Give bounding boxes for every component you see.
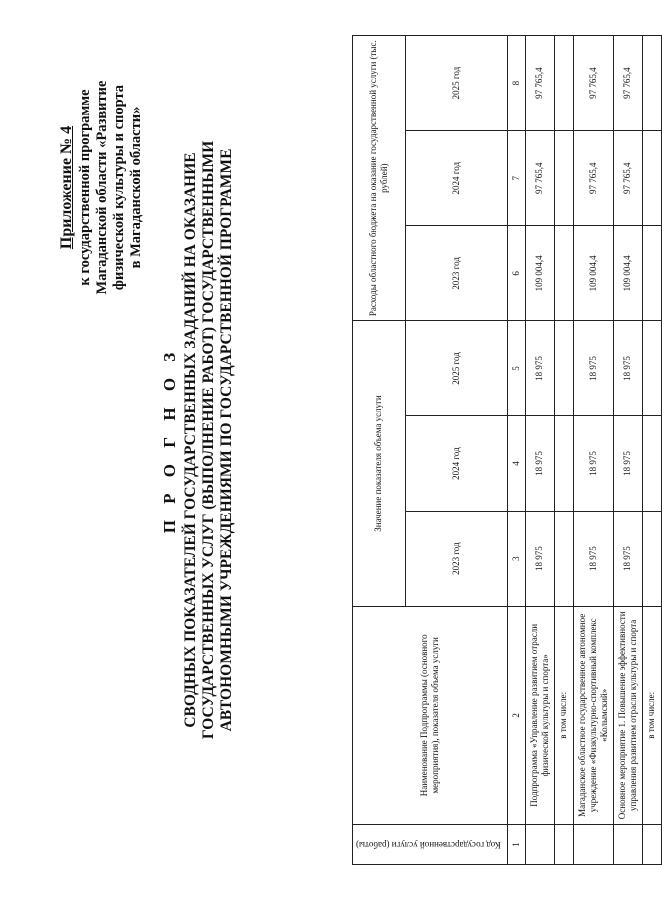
expense-cell: 97 765,4 [525,36,554,131]
code-cell [525,824,554,864]
table-row [525,36,554,865]
expense-cell: 97 765,4 [613,36,642,131]
including-label: в том числе: [554,606,573,824]
header-year: 2025 год [405,321,507,416]
header-expense-group: Расходы областного бюджета на оказание государственной услуги (тыс. рублей) [353,36,406,321]
header-name: Наименование Подпрограммы (основного мероприятия), показателя объема услуги [353,606,508,824]
column-number: 1 [507,824,525,864]
column-number: 6 [507,226,525,321]
including-label: в том числе: [642,606,661,824]
empty-cell [554,511,573,606]
document-title [160,45,236,835]
column-number: 2 [507,606,525,824]
appendix-line: в Магаданской области» [128,106,144,269]
forecast-table [352,35,662,865]
name-cell: Магаданское областное государственное автономное учреждение «Физкультурно-спортивный комплекс «Колымский» [573,606,613,824]
volume-cell: 18 975 [525,511,554,606]
appendix-line: Магаданской области «Развитие [94,80,110,295]
volume-cell: 18 975 [613,511,642,606]
header-year: 2024 год [405,416,507,511]
title-prognoz: П Р О Г Н О З [160,346,179,534]
title-line: АВТОНОМНЫМИ УЧРЕЖДЕНИЯМИ ПО ГОСУДАРСТВЕННОЙ ПРОГРАММЕ [218,148,235,732]
empty-cell [642,321,661,416]
header-volume-group: Значение показателя объема услуги [353,321,406,606]
title-line: СВОДНЫХ ПОКАЗАТЕЛЕЙ ГОСУДАРСТВЕННЫХ ЗАДАНИЙ НА ОКАЗАНИЕ [182,152,199,728]
volume-cell: 18 975 [613,416,642,511]
empty-cell [642,36,661,131]
volume-cell: 18 975 [573,511,613,606]
expense-cell: 97 765,4 [573,36,613,131]
empty-cell [554,416,573,511]
volume-cell: 18 975 [613,321,642,416]
empty-cell [554,131,573,226]
name-cell: Основное мероприятие 1. Повышение эффективности управления развитием отрасли культуры и спорта [613,606,642,824]
expense-cell: 109 004,4 [573,226,613,321]
header-code: Код государственной услуги (работы) [353,824,508,864]
empty-cell [554,36,573,131]
expense-cell: 97 765,4 [613,131,642,226]
appendix-block [58,45,145,330]
column-number: 4 [507,416,525,511]
table-row [613,36,642,865]
code-cell [573,824,613,864]
name-cell: Подпрограмма «Управление развитием отрасли физической культуры и спорта» [525,606,554,824]
code-cell [642,824,661,864]
column-numbers-row [507,36,525,865]
volume-cell: 18 975 [573,416,613,511]
expense-cell: 97 765,4 [573,131,613,226]
title-line: ГОСУДАРСТВЕННЫХ УСЛУГ (ВЫПОЛНЕНИЕ РАБОТ) ГОСУДАРСТВЕННЫМИ [200,140,217,740]
expense-cell: 109 004,4 [613,226,642,321]
table-row-including [642,36,661,865]
expense-cell: 109 004,4 [525,226,554,321]
empty-cell [642,416,661,511]
table-row [573,36,613,865]
code-cell [554,824,573,864]
empty-cell [642,226,661,321]
volume-cell: 18 975 [525,416,554,511]
column-number: 8 [507,36,525,131]
column-number: 5 [507,321,525,416]
empty-cell [554,321,573,416]
volume-cell: 18 975 [573,321,613,416]
column-number: 3 [507,511,525,606]
volume-cell: 18 975 [525,321,554,416]
header-year: 2023 год [405,511,507,606]
appendix-line: физической культуры и спорта [111,84,127,291]
expense-cell: 97 765,4 [525,131,554,226]
empty-cell [554,226,573,321]
header-year: 2024 год [405,131,507,226]
header-year: 2025 год [405,36,507,131]
header-year: 2023 год [405,226,507,321]
appendix-line: к государственной программе [77,89,93,286]
empty-cell [642,131,661,226]
appendix-heading: Приложение № 4 [58,125,75,250]
table-row-including [554,36,573,865]
header-row [353,36,406,865]
code-cell [613,824,642,864]
column-number: 7 [507,131,525,226]
empty-cell [642,511,661,606]
